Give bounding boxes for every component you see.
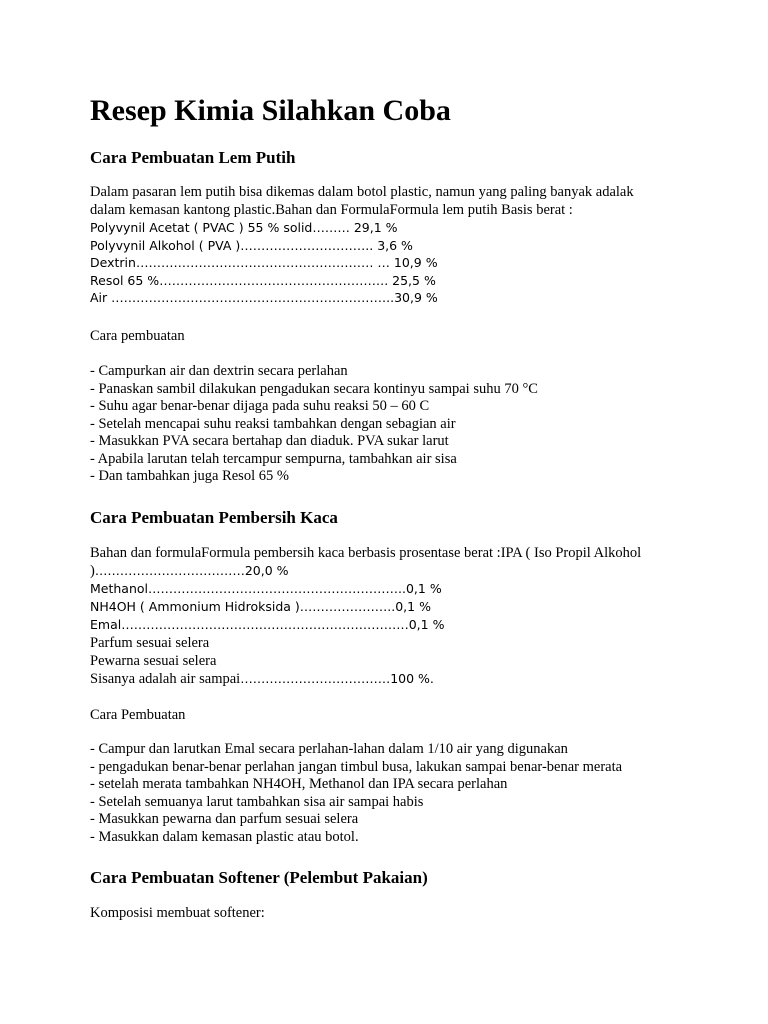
step-item: - Masukkan PVA secara bertahap dan diaduk. PVA sukar larut: [90, 433, 449, 449]
ingredient-name: NH4OH ( Ammonium Hidroksida ): [90, 599, 300, 614]
formula-list-pembersih-kaca: [90, 562, 444, 688]
leader-dots: …………………………………………………………..: [111, 290, 395, 305]
formula-row: [90, 254, 438, 272]
formula-row: [90, 580, 444, 598]
heading-softener: Cara Pembuatan Softener (Pelembut Pakaian): [90, 868, 428, 887]
ingredient-value: 0,1 %: [408, 617, 445, 632]
leader-dots: ……………………………………………………..: [148, 581, 406, 596]
method-label-lem-putih: Cara pembuatan: [90, 328, 185, 344]
ingredient-value: 3,6 %: [373, 237, 413, 253]
leader-dots: ………: [312, 220, 350, 235]
step-item: - Setelah mencapai suhu reaksi tambahkan dengan sebagian air: [90, 415, 456, 432]
leader-dots: ………………………………: [240, 671, 391, 686]
ingredient-name: Resol 65 %: [90, 272, 160, 288]
ingredient-name: Sisanya adalah air sampai: [90, 671, 241, 687]
method-label-pembersih-kaca: Cara Pembuatan: [90, 707, 186, 723]
steps-list-pembersih-kaca: [90, 741, 622, 846]
ingredient-value: 0,1 %: [405, 581, 442, 596]
steps-list-lem-putih: [90, 363, 538, 486]
ingredient-name: Parfum sesuai selera: [90, 635, 210, 651]
ingredient-name: Dextrin: [90, 255, 136, 270]
formula-list-lem-putih: [90, 219, 438, 307]
step-item: - Panaskan sambil dilakukan pengadukan secara kontinyu sampai suhu 70 °C: [90, 380, 538, 397]
formula-row: [90, 272, 438, 290]
formula-row: [90, 652, 444, 670]
leader-dots: ………………………………………………… …: [135, 255, 390, 270]
ingredient-name: Air: [90, 290, 112, 305]
ingredient-name: Polyvynil Acetat ( PVAC ) 55 % solid: [90, 220, 313, 235]
formula-row: [90, 219, 438, 237]
leader-dots: ………………………………: [94, 563, 245, 578]
ingredient-value: 100 %.: [390, 671, 434, 686]
step-item: - Apabila larutan telah tercampur sempurna, tambahkan air sisa: [90, 450, 457, 467]
formula-row: [90, 616, 444, 634]
leader-dots: ……………………………………………………………: [121, 617, 409, 632]
heading-lem-putih: Cara Pembuatan Lem Putih: [90, 148, 296, 167]
ingredient-value: 20,0 %: [244, 563, 289, 578]
leader-dots: ……………………………………………….: [159, 272, 389, 288]
ingredient-value: 10,9 %: [389, 255, 438, 270]
ingredient-name: Polyvynil Alkohol ( PVA ): [90, 237, 241, 253]
formula-row: [90, 289, 438, 307]
leader-dots: …………………………..: [240, 237, 374, 253]
formula-row: [90, 598, 444, 616]
step-item: - Masukkan pewarna dan parfum sesuai selera: [90, 811, 359, 827]
formula-row: [90, 562, 444, 580]
ingredient-value: 0,1 %: [395, 599, 431, 614]
ingredient-name: ): [90, 563, 95, 579]
intro-softener: Komposisi membuat softener:: [90, 905, 265, 921]
ingredient-value: 30,9 %: [394, 290, 438, 305]
intro-line: Bahan dan formulaFormula pembersih kaca berbasis prosentase berat :IPA ( Iso Propil Alkohol: [90, 545, 642, 561]
step-item: - Campur dan larutkan Emal secara perlahan-lahan dalam 1/10 air yang digunakan: [90, 741, 568, 757]
page-title: Resep Kimia Silahkan Coba: [90, 94, 451, 127]
step-item: - Masukkan dalam kemasan plastic atau botol.: [90, 828, 359, 845]
step-item: - Setelah semuanya larut tambahkan sisa air sampai habis: [90, 793, 424, 810]
step-item: - pengadukan benar-benar perlahan jangan timbul busa, lakukan sampai benar-benar merata: [90, 758, 623, 775]
step-item: - Dan tambahkan juga Resol 65 %: [90, 468, 289, 484]
formula-row: [90, 670, 444, 688]
ingredient-name: Methanol: [90, 581, 149, 596]
intro-pembersih-kaca: [90, 545, 641, 563]
formula-row: [90, 237, 438, 255]
step-item: - Campurkan air dan dextrin secara perlahan: [90, 363, 348, 379]
heading-pembersih-kaca: Cara Pembuatan Pembersih Kaca: [90, 508, 338, 527]
formula-row: [90, 634, 444, 652]
intro-line: dalam kemasan kantong plastic.Bahan dan FormulaFormula lem putih Basis berat :: [90, 201, 573, 218]
ingredient-value: 25,5 %: [388, 272, 436, 288]
leader-dots: …………………..: [299, 599, 396, 614]
ingredient-name: Pewarna sesuai selera: [90, 653, 217, 669]
intro-lem-putih: [90, 184, 634, 219]
ingredient-name: Emal: [90, 617, 122, 632]
step-item: - Suhu agar benar-benar dijaga pada suhu reaksi 50 – 60 C: [90, 398, 430, 414]
step-item: - setelah merata tambahkan NH4OH, Methanol dan IPA secara perlahan: [90, 776, 508, 792]
ingredient-value: 29,1 %: [349, 220, 398, 235]
intro-line: Dalam pasaran lem putih bisa dikemas dalam botol plastic, namun yang paling banyak adalak: [90, 184, 634, 200]
